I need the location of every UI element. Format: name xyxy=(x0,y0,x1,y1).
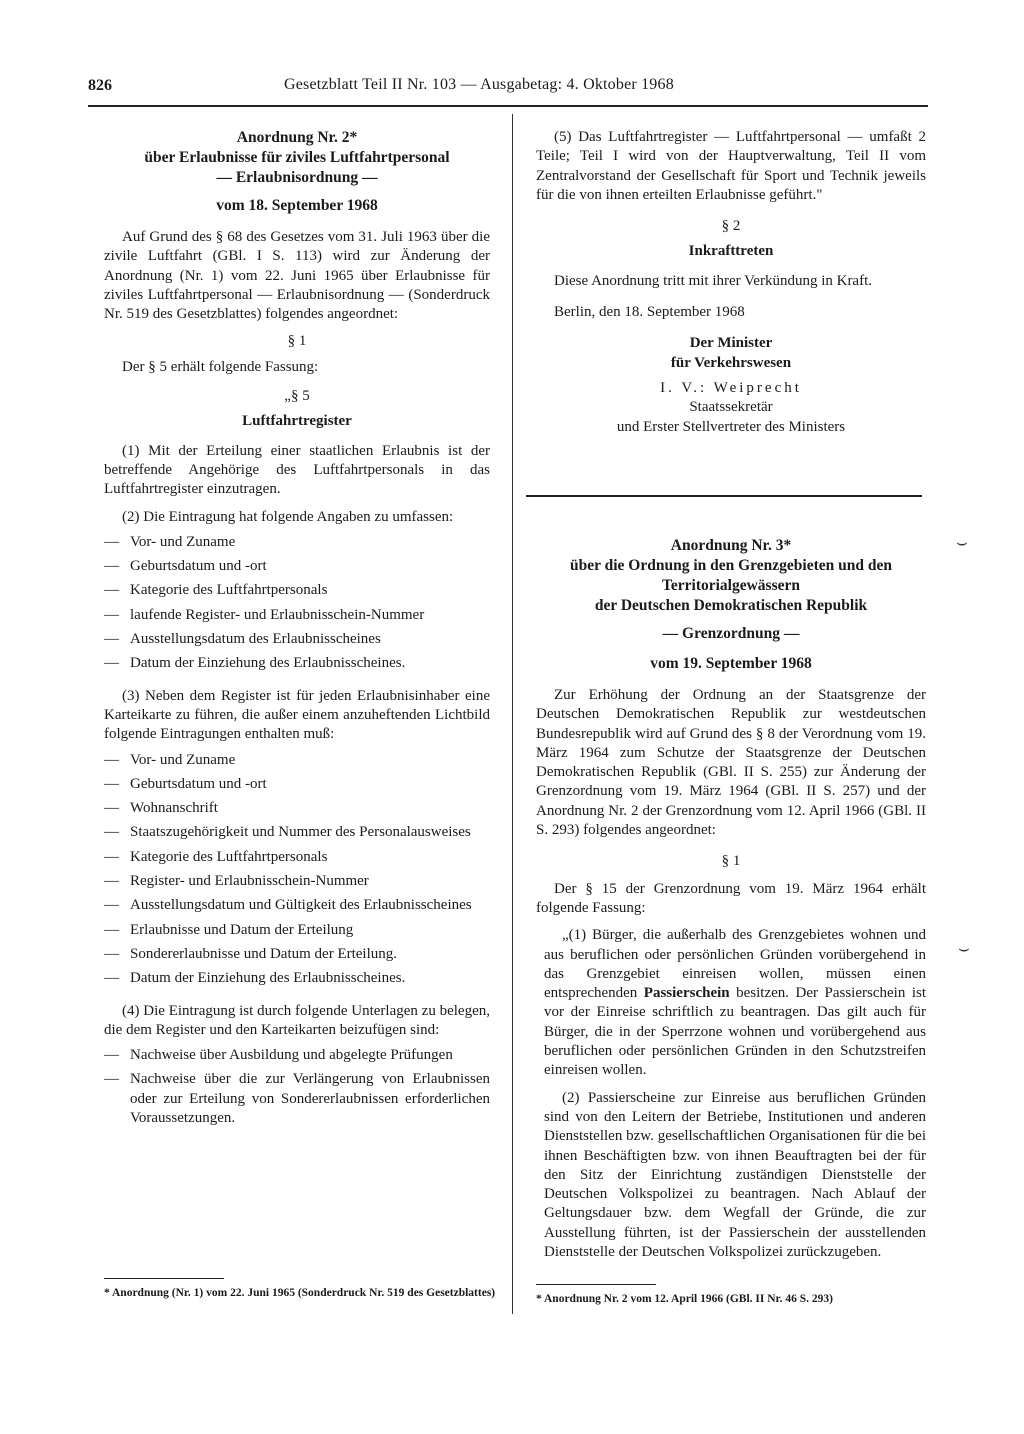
list-item: — Datum der Einziehung des Erlaubnisscheines. xyxy=(104,654,490,673)
list-item: — Staatszugehörigkeit und Nummer des Personalausweises xyxy=(104,823,490,842)
section-title: Inkrafttreten xyxy=(688,243,774,260)
ordinance-3-subject-line3: der Deutschen Demokratischen Republik xyxy=(594,597,868,614)
header-rule xyxy=(88,105,928,107)
paragraph: (2) Die Eintragung hat folgende Angaben zu umfassen: xyxy=(122,508,454,525)
list-item: — Kategorie des Luftfahrtpersonals xyxy=(104,848,490,867)
signatory-title: Der Minister xyxy=(689,335,773,352)
quoted-paragraph-1 xyxy=(536,926,926,1080)
footnote-rule xyxy=(536,1284,656,1285)
ordinance-2-preamble: Auf Grund des § 68 des Gesetzes vom 31. Juli 1963 über die zivile Luftfahrt (GBl. I S. 113) wird zur Änderung der Anordnung (Nr. 1) vom 22. Juni 1965 über Erlaubnisse für ziviles Luftfahrtpersonal — Erlaubnisordnung — (Sonderdruck Nr. 519 des Gesetzblattes) folgendes angeordnet: xyxy=(104,229,490,323)
ordinance-3-subject-line1: über die Ordnung in den Grenzgebieten und den xyxy=(570,557,892,574)
section-title: Luftfahrtregister xyxy=(242,413,352,430)
section-heading: § 2 xyxy=(721,218,741,235)
paragraph: (1) Mit der Erteilung einer staatlichen Erlaubnis ist der betreffende Angehörige des Luftfahrtpersonals in das Luftfahrtregister einzutragen. xyxy=(104,442,490,498)
list-item: — Vor- und Zuname xyxy=(104,751,490,770)
ordinance-3-short-name: — Grenzordnung — xyxy=(662,625,800,642)
margin-mark: ⌣ xyxy=(958,938,970,958)
paragraph: (5) Das Luftfahrtregister — Luftfahrtpersonal — umfaßt 2 Teile; Teil I wird von der Hauptverwaltung, Teil II vom Zentralvorstand der Gesellschaft für Sport und Technik jeweils für die von ihnen erteilten Erlaubnisse geführt." xyxy=(536,129,926,203)
signatory-role-detail: und Erster Stellvertreter des Ministers xyxy=(616,418,846,435)
margin-mark: ⌣ xyxy=(956,532,968,552)
right-column xyxy=(536,128,926,437)
paragraph: (4) Die Eintragung ist durch folgende Unterlagen zu belegen, die dem Register und den Karteikarten beizufügen sind: xyxy=(104,1002,490,1038)
place-and-date: Berlin, den 18. September 1968 xyxy=(554,304,745,321)
list-item: — Ausstellungsdatum des Erlaubnisscheines xyxy=(104,630,490,649)
list-item: — Vor- und Zuname xyxy=(104,533,490,552)
ordinance-3-subject-line2: Territorialgewässern xyxy=(661,577,801,594)
ordinance-2-title: Anordnung Nr. 2* xyxy=(236,129,358,146)
ordinance-3-title: Anordnung Nr. 3* xyxy=(670,537,792,554)
page-number: 826 xyxy=(88,77,112,94)
running-header: Gesetzblatt Teil II Nr. 103 — Ausgabetag: 4. Oktober 1968 xyxy=(284,76,674,93)
footnote-right: * Anordnung Nr. 2 vom 12. April 1966 (GBl. II Nr. 46 S. 293) xyxy=(536,1293,833,1305)
list-item: — laufende Register- und Erlaubnisschein-Nummer xyxy=(104,606,490,625)
ordinance-2-subject: über Erlaubnisse für ziviles Luftfahrtpersonal xyxy=(144,149,450,166)
list-item: — Nachweise über Ausbildung und abgelegte Prüfungen xyxy=(104,1046,490,1065)
list-item: — Nachweise über die zur Verlängerung von Erlaubnissen oder zur Erteilung von Sondererlaubnissen erforderlichen Voraussetzungen. xyxy=(104,1070,490,1128)
list-item: — Geburtsdatum und -ort xyxy=(104,775,490,794)
section-separator xyxy=(526,495,922,497)
paragraph: (3) Neben dem Register ist für jeden Erlaubnisinhaber eine Karteikarte zu führen, die außer einem anzuheftenden Lichtbild folgende Eintragungen enthalten muß: xyxy=(104,687,490,743)
quote-emphasis: Passierschein xyxy=(643,985,730,1002)
ordinance-3-preamble: Zur Erhöhung der Ordnung an der Staatsgrenze der Deutschen Demokratischen Republik zur westdeutschen Bundesrepublik wird auf Grund des § 8 der Verordnung vom 19. März 1964 zum Schutze der Staatsgrenze der Deutschen Demokratischen Republik (GBl. II S. 255) zur Änderung der Grenzordnung vom 19. März 1964 (GBl. II S. 257) und der Anordnung Nr. 2 der Grenzordnung vom 12. April 1966 (GBl. II S. 293) folgendes angeordnet: xyxy=(536,687,926,839)
signatory-name: I. V.: Weiprecht xyxy=(660,379,802,396)
footnote-rule xyxy=(104,1278,224,1279)
quote-text: „(1) Bürger, die außerhalb des Grenzgebietes wohnen und aus beruflichen oder persönlichen Gründen vorübergehend in das Grenzgebiet einreisen wollen, müssen einen entsprechenden xyxy=(544,927,926,1002)
right-column-ordinance-3 xyxy=(536,536,926,1262)
quote-text: besitzen. Der Passierschein ist vor der Einreise schriftlich zu beantragen. Das gilt auch für Bürger, die in der Sperrzone wohnen und vorübergehend aus beruflichen oder persönlichen Gründen in den Schutzstreifen einreisen wollen. xyxy=(544,985,926,1079)
column-divider xyxy=(512,114,513,1314)
section-text: Der § 5 erhält folgende Fassung: xyxy=(122,358,319,375)
list-item: — Register- und Erlaubnisschein-Nummer xyxy=(104,872,490,891)
signatory-ministry: für Verkehrswesen xyxy=(670,354,792,371)
section-text: Der § 15 der Grenzordnung vom 19. März 1964 erhält folgende Fassung: xyxy=(536,880,926,916)
list-item: — Datum der Einziehung des Erlaubnisscheines. xyxy=(104,969,490,988)
list-item: — Geburtsdatum und -ort xyxy=(104,557,490,576)
ordinance-3-date: vom 19. September 1968 xyxy=(650,655,812,672)
list-item: — Erlaubnisse und Datum der Erteilung xyxy=(104,921,490,940)
section-heading: § 1 xyxy=(721,853,741,870)
list-documents xyxy=(104,1046,490,1128)
section-text: Diese Anordnung tritt mit ihrer Verkündung in Kraft. xyxy=(554,272,873,289)
section-heading: „§ 5 xyxy=(284,388,310,405)
list-item: — Kategorie des Luftfahrtpersonals xyxy=(104,581,490,600)
list-item: — Ausstellungsdatum und Gültigkeit des Erlaubnisscheines xyxy=(104,896,490,915)
ordinance-2-date: vom 18. September 1968 xyxy=(216,197,378,214)
section-heading: § 1 xyxy=(287,333,307,350)
list-entries-register xyxy=(104,533,490,674)
footnote-left: * Anordnung (Nr. 1) vom 22. Juni 1965 (Sonderdruck Nr. 519 des Gesetzblattes) xyxy=(104,1287,496,1299)
signatory-role: Staatssekretär xyxy=(689,399,773,416)
ordinance-2-short-name: — Erlaubnisordnung — xyxy=(216,169,378,186)
list-item: — Sondererlaubnisse und Datum der Erteilung. xyxy=(104,945,490,964)
left-column xyxy=(104,128,490,1133)
list-item: — Wohnanschrift xyxy=(104,799,490,818)
list-entries-card xyxy=(104,751,490,989)
quoted-paragraph-2: (2) Passierscheine zur Einreise aus beruflichen Gründen sind von den Leitern der Betriebe, Institutionen und anderen Dienststellen bzw. gesellschaftlichen Organisationen für die bei ihnen Beschäftigten bzw. von ihnen Beauftragten bei der für den Sitz der Einrichtung zuständigen Dienststelle der Deutschen Volkspolizei zu beantragen. Nach Ablauf der Geltungsdauer bzw. dem Wegfall der Gründe, die zur Ausstellung führten, ist der Passierschein der ausstellenden Dienststelle der Deutschen Volkspolizei zurückzugeben. xyxy=(544,1089,926,1261)
